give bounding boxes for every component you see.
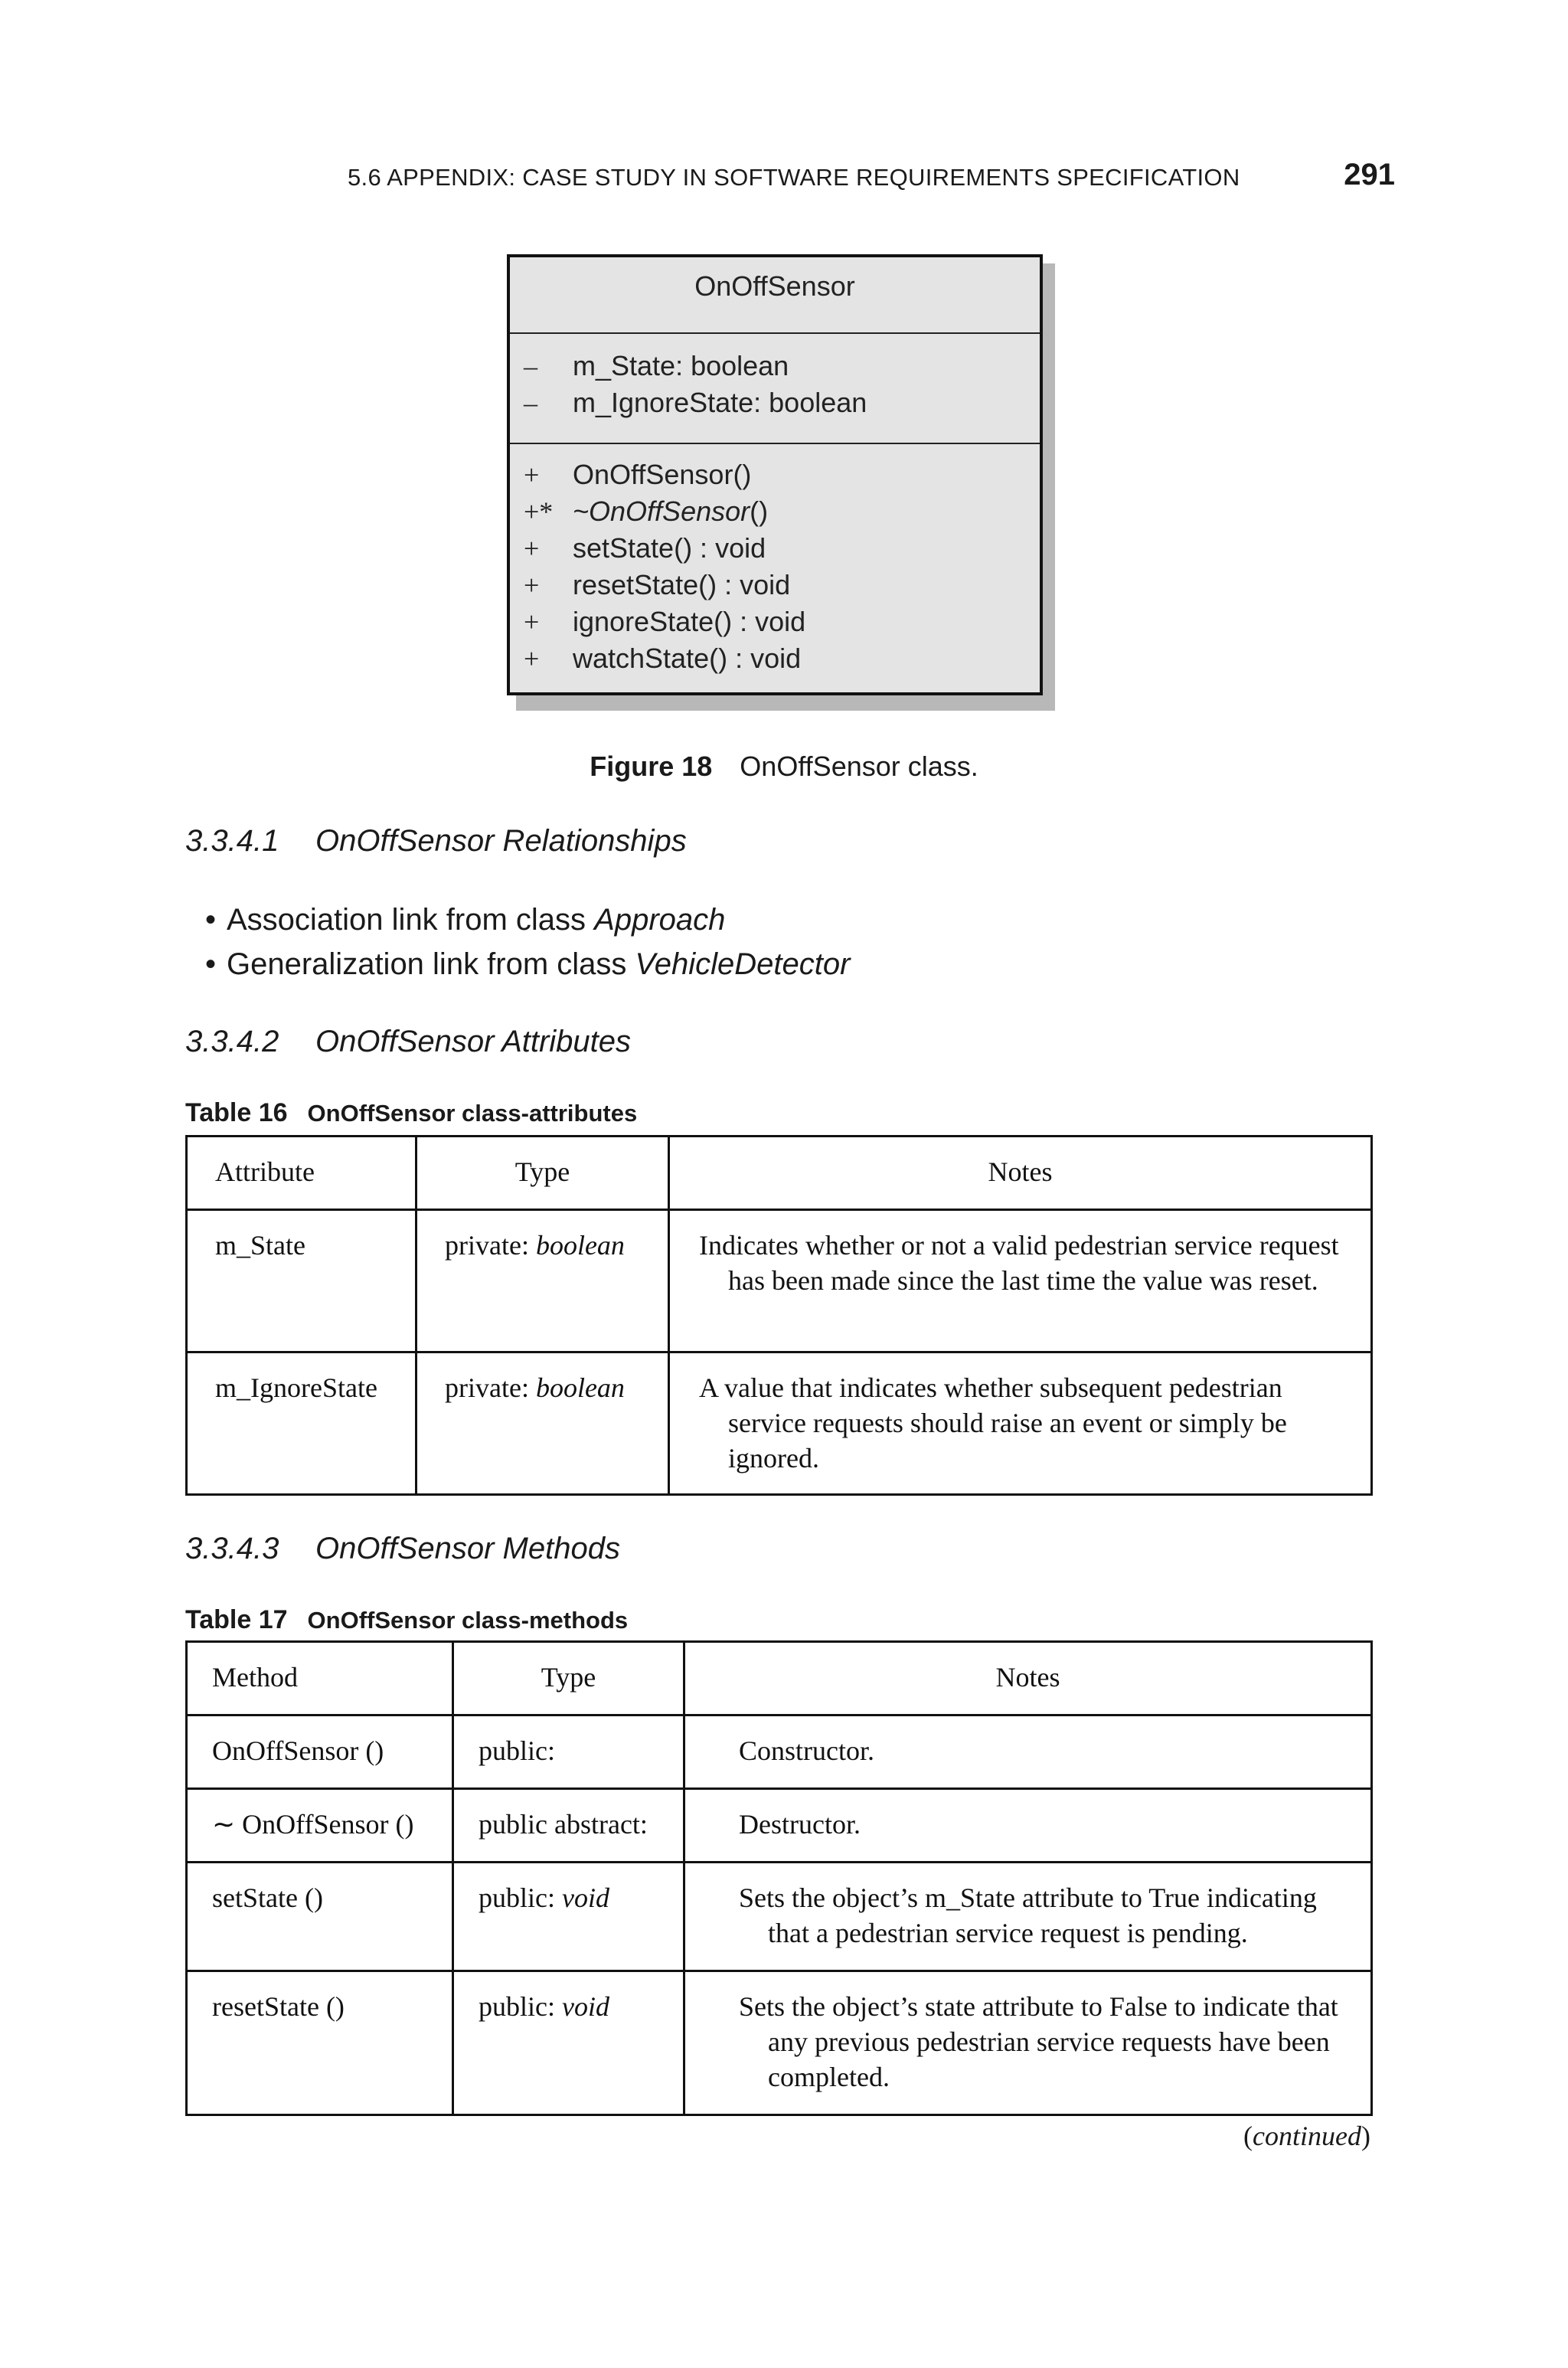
table-row bbox=[187, 1352, 1372, 1495]
table-row bbox=[187, 1971, 1372, 2115]
destructor-parens: () bbox=[750, 496, 769, 527]
table-title: OnOffSensor class-attributes bbox=[307, 1100, 638, 1127]
table-header-row bbox=[187, 1642, 1372, 1715]
section-heading-attributes bbox=[185, 1025, 631, 1059]
operation-text: setState() : void bbox=[573, 532, 766, 564]
type-prefix: private: bbox=[445, 1230, 536, 1261]
section-heading-methods bbox=[185, 1532, 620, 1566]
uml-class-name: OnOffSensor bbox=[510, 257, 1040, 334]
attribute-text: m_State: boolean bbox=[573, 350, 789, 381]
method-type bbox=[453, 1789, 684, 1863]
table-row bbox=[187, 1863, 1372, 1971]
type-prefix: public: bbox=[479, 1735, 555, 1766]
uml-attribute bbox=[510, 348, 1040, 384]
figure-caption-text: OnOffSensor class. bbox=[740, 751, 978, 782]
type-name: boolean bbox=[535, 1230, 625, 1261]
section-number: 3.3.4.1 bbox=[185, 824, 279, 858]
continued-text: continued bbox=[1253, 2121, 1361, 2151]
attributes-table bbox=[185, 1135, 1373, 1496]
list-item-text: Association link from class bbox=[227, 903, 595, 937]
section-number: 3.3.4.3 bbox=[185, 1532, 279, 1565]
figure-caption bbox=[0, 751, 1568, 783]
section-title: OnOffSensor Methods bbox=[315, 1532, 620, 1565]
section-title: OnOffSensor Attributes bbox=[315, 1025, 632, 1058]
type-prefix: public abstract: bbox=[479, 1809, 648, 1840]
section-title: OnOffSensor Relationships bbox=[315, 824, 687, 858]
uml-operation bbox=[510, 640, 1040, 677]
notes-text: Sets the object’s state attribute to False to indicate that any previous pedestrian service requests have been completed. bbox=[739, 1991, 1338, 2092]
column-header: Type bbox=[416, 1137, 669, 1210]
table-title: OnOffSensor class-methods bbox=[307, 1607, 629, 1634]
method-notes bbox=[684, 1971, 1372, 2115]
method-name: OnOffSensor () bbox=[187, 1715, 453, 1789]
list-item-text: Generalization link from class bbox=[227, 947, 635, 981]
type-name: void bbox=[561, 1882, 609, 1913]
column-header: Method bbox=[187, 1642, 453, 1715]
list-item bbox=[227, 942, 850, 986]
operation-text: ignoreState() : void bbox=[573, 606, 806, 637]
uml-operations-compartment bbox=[510, 444, 1040, 677]
method-type bbox=[453, 1863, 684, 1971]
visibility-marker: + bbox=[524, 460, 540, 490]
table-row bbox=[187, 1789, 1372, 1863]
attribute-text: m_IgnoreState: boolean bbox=[573, 387, 867, 418]
table-label: Table 16 bbox=[185, 1098, 288, 1127]
table-caption bbox=[185, 1605, 628, 1635]
operation-text bbox=[573, 493, 1040, 530]
visibility-marker: – bbox=[524, 388, 537, 418]
method-type bbox=[453, 1715, 684, 1789]
method-name: setState () bbox=[187, 1863, 453, 1971]
notes-text: Sets the object’s m_State attribute to True indicating that a pedestrian service request is pending. bbox=[739, 1882, 1317, 1948]
attribute-type bbox=[416, 1352, 669, 1495]
method-name: resetState () bbox=[187, 1971, 453, 2115]
methods-table bbox=[185, 1640, 1373, 2116]
visibility-marker: + bbox=[524, 570, 540, 600]
table-row bbox=[187, 1210, 1372, 1352]
method-notes bbox=[684, 1789, 1372, 1863]
uml-operation bbox=[510, 530, 1040, 567]
visibility-marker: – bbox=[524, 351, 537, 381]
notes-text: A value that indicates whether subsequent pedestrian service requests should raise an event or simply be ignored. bbox=[699, 1372, 1287, 1473]
uml-attribute bbox=[510, 384, 1040, 421]
visibility-marker: + bbox=[524, 643, 540, 674]
page-number: 291 bbox=[1344, 158, 1395, 191]
destructor-name: ~OnOffSensor bbox=[573, 496, 750, 527]
uml-operation bbox=[510, 456, 1040, 493]
figure-label: Figure 18 bbox=[590, 751, 713, 782]
uml-operation bbox=[510, 493, 1040, 530]
method-type bbox=[453, 1971, 684, 2115]
visibility-marker: + bbox=[524, 533, 540, 564]
type-prefix: public: bbox=[479, 1882, 562, 1913]
attribute-name: m_State bbox=[187, 1210, 416, 1352]
table-row bbox=[187, 1715, 1372, 1789]
column-header: Type bbox=[453, 1642, 684, 1715]
notes-text: Constructor. bbox=[739, 1735, 874, 1766]
visibility-marker: +* bbox=[524, 496, 554, 527]
attribute-notes bbox=[669, 1352, 1372, 1495]
uml-operation bbox=[510, 603, 1040, 640]
relationships-list bbox=[227, 898, 850, 986]
class-name: VehicleDetector bbox=[635, 947, 851, 981]
method-notes bbox=[684, 1715, 1372, 1789]
table-label: Table 17 bbox=[185, 1605, 288, 1634]
column-header: Attribute bbox=[187, 1137, 416, 1210]
method-name: ∼ OnOffSensor () bbox=[187, 1789, 453, 1863]
running-header: 5.6 APPENDIX: CASE STUDY IN SOFTWARE REQUIREMENTS SPECIFICATION bbox=[348, 164, 1240, 191]
notes-text: Destructor. bbox=[739, 1809, 861, 1840]
operation-text: OnOffSensor() bbox=[573, 459, 752, 490]
type-name: boolean bbox=[535, 1372, 625, 1403]
visibility-marker: + bbox=[524, 607, 540, 637]
table-caption bbox=[185, 1098, 637, 1128]
type-prefix: public: bbox=[479, 1991, 562, 2022]
section-heading-relationships bbox=[185, 824, 687, 859]
uml-class-box bbox=[507, 254, 1043, 695]
notes-text: Indicates whether or not a valid pedestrian service request has been made since the last time the value was reset. bbox=[699, 1230, 1339, 1296]
type-name: void bbox=[561, 1991, 609, 2022]
list-item bbox=[227, 898, 850, 942]
section-number: 3.3.4.2 bbox=[185, 1025, 279, 1058]
continued-marker: (continued) bbox=[1243, 2121, 1370, 2151]
table-header-row bbox=[187, 1137, 1372, 1210]
attribute-notes bbox=[669, 1210, 1372, 1352]
type-prefix: private: bbox=[445, 1372, 536, 1403]
attribute-name: m_IgnoreState bbox=[187, 1352, 416, 1495]
operation-text: watchState() : void bbox=[573, 643, 802, 674]
class-name: Approach bbox=[594, 903, 726, 937]
column-header: Notes bbox=[684, 1642, 1372, 1715]
attribute-type bbox=[416, 1210, 669, 1352]
uml-operation bbox=[510, 567, 1040, 603]
column-header: Notes bbox=[669, 1137, 1372, 1210]
uml-attributes-compartment bbox=[510, 334, 1040, 444]
operation-text: resetState() : void bbox=[573, 569, 791, 600]
method-notes bbox=[684, 1863, 1372, 1971]
